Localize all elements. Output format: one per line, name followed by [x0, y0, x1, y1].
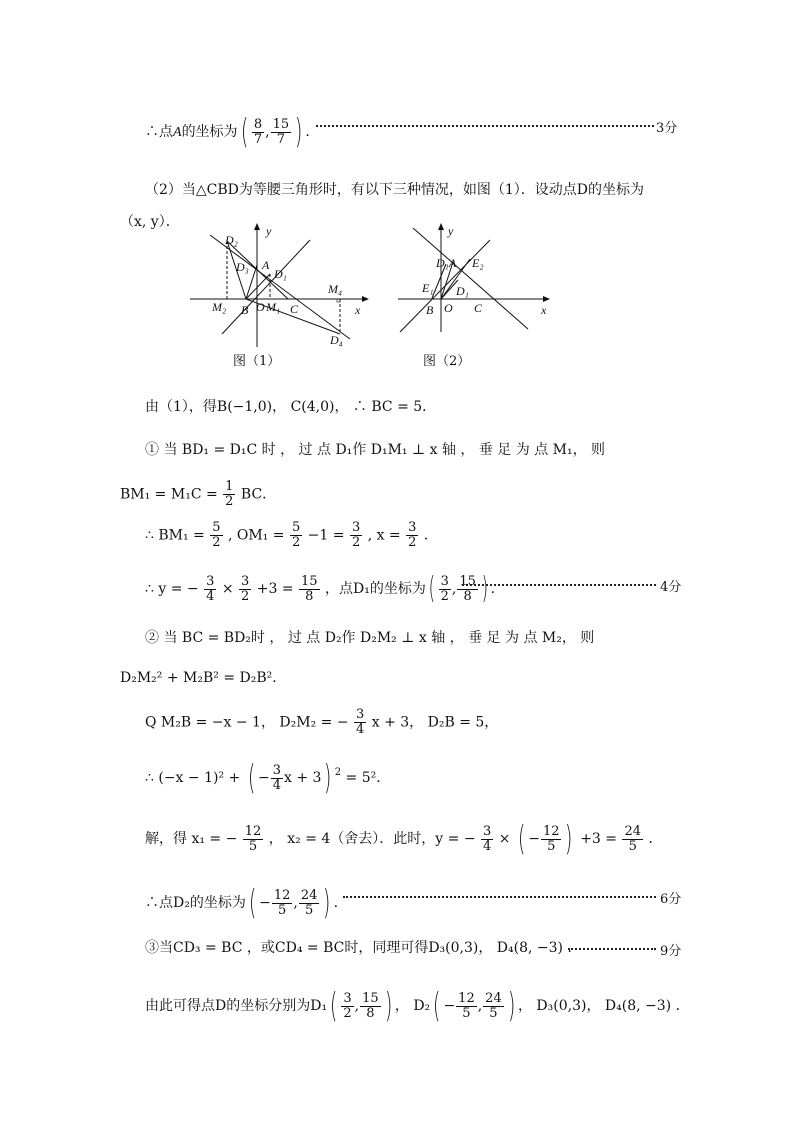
fraction: $\frac{12}{5}$ — [273, 887, 291, 918]
case-2-solution: 解，得 x₁ = − $\frac{12}{5}$ ， x₂ = 4（舍去）．此时，y = − $\frac{3}{4}$ × ( − $\frac{12}{5}$ ) +3 = $\frac{24}{5}$ ． — [145, 819, 663, 859]
bc-length: 由（1），得B(−1,0)， C(4,0)， ∴ BC = 5． — [145, 399, 437, 415]
fig2-c-label: C — [474, 301, 483, 315]
case-intro: （2）当△CBD为等腰三角形时，有以下三种情况，如图（1）．设动点D的坐标为 — [145, 182, 645, 198]
fraction: $\frac{8}{7}$ — [253, 116, 263, 147]
fig1-m2-label: M₂ — [212, 300, 227, 314]
leader-dots — [568, 948, 656, 950]
leader-dots — [316, 125, 654, 127]
fig2-d1-label: D₁ — [456, 284, 469, 298]
case-2-statement: ② 当 BC = BD₂时 ， 过 点 D₂作 D₂M₂ ⊥ x 轴 ， 垂 足 为 点 M₂， 则 — [145, 630, 595, 646]
figure-2 — [378, 222, 558, 352]
fraction: $\frac{3}{2}$ — [440, 573, 449, 604]
fig2-o-label: O — [444, 301, 453, 315]
conclusion: 由此可得点D的坐标分别为D₁( $\frac{3}{2}$ , $\frac{15}{8}$ ) ， D₂( − $\frac{12}{5}$ , $\frac{24}{5}$ ) ， D₃(0,3)， D₄(8, −3) ． — [145, 986, 690, 1026]
case-2-pythagoras: D₂M₂² + M₂B² = D₂B²． — [120, 670, 287, 686]
fraction: $\frac{24}{5}$ — [300, 887, 318, 918]
fraction: $\frac{5}{2}$ — [212, 520, 221, 550]
score-4: 4分 — [660, 580, 682, 595]
fig2-e2-label: E₂ — [472, 256, 484, 270]
fraction: $\frac{15}{8}$ — [301, 573, 318, 604]
figure-1-caption: 图（1） — [233, 354, 281, 369]
fraction: $\frac{5}{2}$ — [291, 520, 301, 550]
case-1-lengths: ∴ BM₁ = $\frac{5}{2}$ , OM₁ = $\frac{5}{2}$ −1 = $\frac{3}{2}$ , x = $\frac{3}{2}$ ． — [145, 520, 438, 550]
fig1-d2-label: D₂ — [225, 233, 238, 247]
fraction: $\frac{15}{8}$ — [362, 990, 379, 1021]
case-2-equation: ∴ (−x − 1)² + ( − $\frac{3}{4}$ x + 3) $^2$ = 5²． — [145, 758, 391, 798]
fraction: $\frac{3}{2}$ — [241, 573, 250, 604]
fig2-d1a-label: D₁A — [436, 256, 457, 270]
case-2-lengths: Q M₂B = −x − 1， D₂M₂ = − $\frac{3}{4}$ x + 3， D₂B = 5， — [145, 707, 499, 737]
score-6: 6分 — [660, 892, 682, 907]
case-3-statement: ③当CD₃ = BC ，或CD₄ = BC时，同理可得D₃(0,3)， D₄(8, −3) ． — [145, 940, 582, 956]
fraction: $\frac{1}{2}$ — [225, 479, 234, 509]
score-3: 3分 — [656, 121, 678, 136]
fig2-b-label: B — [426, 303, 434, 317]
fraction: $\frac{3}{4}$ — [356, 707, 365, 737]
fig1-a-label: A — [262, 258, 270, 272]
fraction: $\frac{24}{5}$ — [624, 823, 642, 854]
fig1-b-label: B — [241, 303, 249, 317]
fraction: $\frac{3}{4}$ — [272, 762, 281, 793]
fraction: $\frac{3}{2}$ — [343, 990, 352, 1021]
fig1-x-label: x — [355, 303, 361, 317]
fraction: $\frac{3}{4}$ — [483, 823, 492, 854]
case-2-result: ∴点D₂的坐标为( − $\frac{12}{5}$ , $\frac{24}{5}$ ) . — [145, 883, 339, 923]
fig1-d4-label: D₄ — [330, 333, 343, 347]
score-9: 9分 — [660, 944, 682, 959]
fig1-c-label: C — [290, 302, 299, 316]
fraction: $\frac{15}{8}$ — [459, 573, 476, 604]
case-1-result: ∴ y = − $\frac{3}{4}$ × $\frac{3}{2}$ +3 = $\frac{15}{8}$ ，点D₁的坐标为( $\frac{3}{2}$ , $\frac{15}{8}$ ) ． — [145, 571, 505, 606]
fig1-o-label: O — [256, 300, 265, 314]
leader-dots — [343, 896, 656, 898]
fraction: $\frac{12}{5}$ — [244, 823, 262, 854]
fraction: $\frac{3}{2}$ — [351, 520, 361, 550]
case-intro-coord: （x, y）． — [120, 214, 180, 230]
fig2-y-label: y — [448, 224, 454, 238]
fraction: $\frac{12}{5}$ — [542, 823, 560, 854]
fraction: $\frac{3}{4}$ — [206, 573, 215, 604]
fraction: $\frac{3}{2}$ — [408, 520, 417, 550]
case-1-statement: ① 当 BD₁ = D₁C 时 ， 过 点 D₁作 D₁M₁ ⊥ x 轴 ， 垂 足 为 点 M₁， 则 — [145, 442, 606, 458]
fraction: $\frac{15}{7}$ — [272, 116, 290, 147]
fig1-d1-label: D₁ — [274, 267, 287, 281]
fraction: $\frac{24}{5}$ — [485, 990, 502, 1021]
figure-2-caption: 图（2） — [423, 354, 471, 369]
case-1-midpoint: BM₁ = M₁C = $\frac{1}{2}$ BC． — [120, 479, 277, 509]
fraction: $\frac{12}{5}$ — [458, 990, 475, 1021]
fig1-d3-label: D₃ — [236, 260, 249, 274]
leader-dots — [462, 584, 656, 586]
fig2-x-label: x — [541, 303, 547, 317]
fig1-y-label: y — [266, 224, 272, 238]
fig2-e1-label: E₁ — [422, 281, 434, 295]
line-a-coordinate: ∴点A的坐标为( $\frac{8}{7}$ , $\frac{15}{7}$ ) . — [145, 112, 310, 152]
fig1-m4-label: M₄ — [328, 282, 343, 296]
fig1-m1-label: M₁ — [266, 300, 281, 314]
